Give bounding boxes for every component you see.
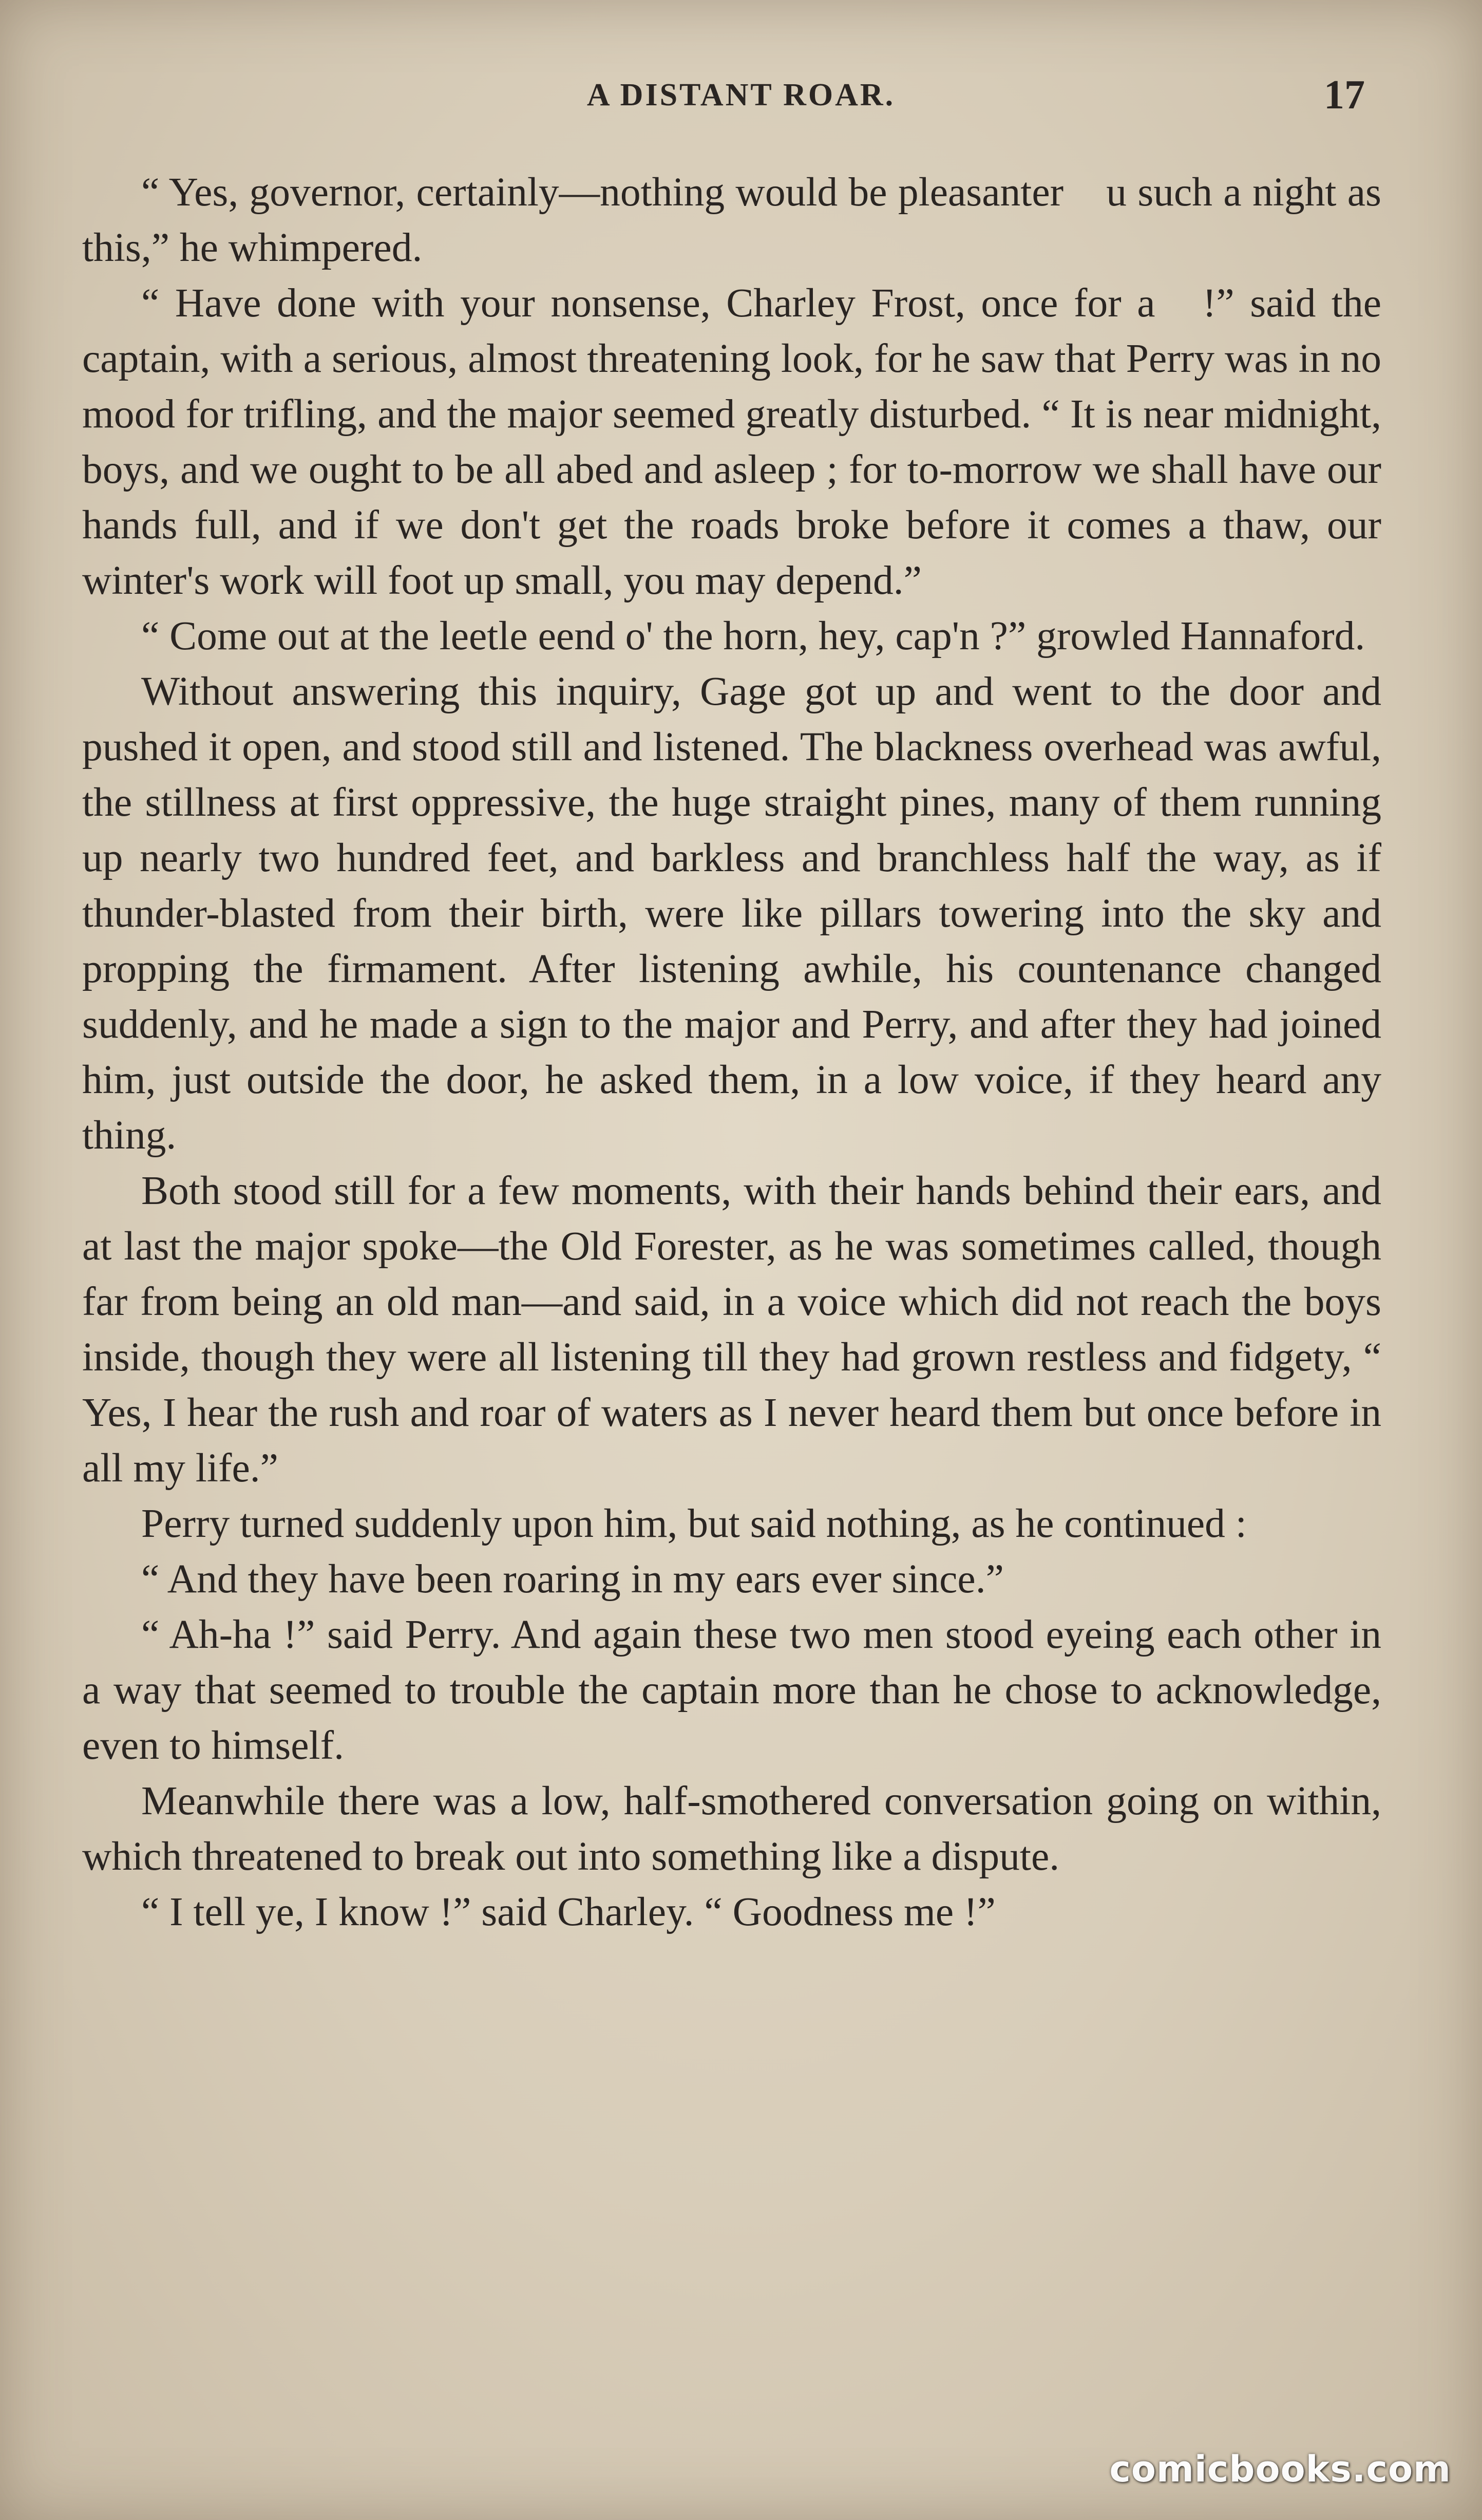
paragraph: Perry turned suddenly upon him, but said nothing, as he continued : <box>141 1501 1247 1546</box>
paragraph: “ Ah-ha !” said Perry. And again these two men stood eyeing each other in a way that seemed to trouble the captain more than he chose to acknowledge, even to himself. <box>82 1612 1381 1768</box>
paragraph: Both stood still for a few moments, with their hands behind their ears, and at last the major spoke—the Old Forester, as he was sometimes called, though far from being an old man—and said, in a voice which did not reach the boys inside, though they were all listening till they had grown restless and fidgety, “ Yes, I hear the rush and roar of waters as I never heard them but once before in all my life.” <box>82 1168 1381 1491</box>
body-text <box>82 164 1381 1940</box>
paragraph: “ Have done with your nonsense, Charley Frost, once for a  !” said the captain, with a serious, almost threatening look, for he saw that Perry was in no mood for trifling, and the major seemed greatly disturbed. “ It is near midnight, boys, and we ought to be all abed and asleep ; for to-morrow we shall have our hands full, and if we don't get the roads broke before it comes a thaw, our winter's work will foot up small, you may depend.” <box>82 280 1381 603</box>
paragraph: “ Yes, governor, certainly—nothing would be pleasanter  u such a night as this,” he whimpered. <box>82 170 1381 270</box>
paragraph: Without answering this inquiry, Gage got up and went to the door and pushed it open, and stood still and listened. The blackness overhead was awful, the stillness at first oppressive, the huge straight pines, many of them running up nearly two hundred feet, and barkless and branchless half the way, as if thunder-blasted from their birth, were like pillars towering into the sky and propping the firmament. After listening awhile, his countenance changed suddenly, and he made a sign to the major and Perry, and after they had joined him, just outside the door, he asked them, in a low voice, if they heard any thing. <box>82 669 1381 1158</box>
paragraph: Meanwhile there was a low, half-smothered conversation going on within, which threatened to break out into something like a dispute. <box>82 1778 1381 1879</box>
paragraph: “ I tell ye, I know !” said Charley. “ Goodness me !” <box>141 1889 996 1934</box>
page-number: 17 <box>1324 72 1365 118</box>
paragraph: “ And they have been roaring in my ears ever since.” <box>141 1556 1004 1602</box>
running-head <box>0 72 1482 123</box>
chapter-title: A DISTANT ROAR. <box>586 78 896 112</box>
watermark: comicbooks.com <box>1109 2448 1451 2490</box>
paragraph: “ Come out at the leetle eend o' the horn, hey, cap'n ?” growled Hannaford. <box>141 613 1365 659</box>
